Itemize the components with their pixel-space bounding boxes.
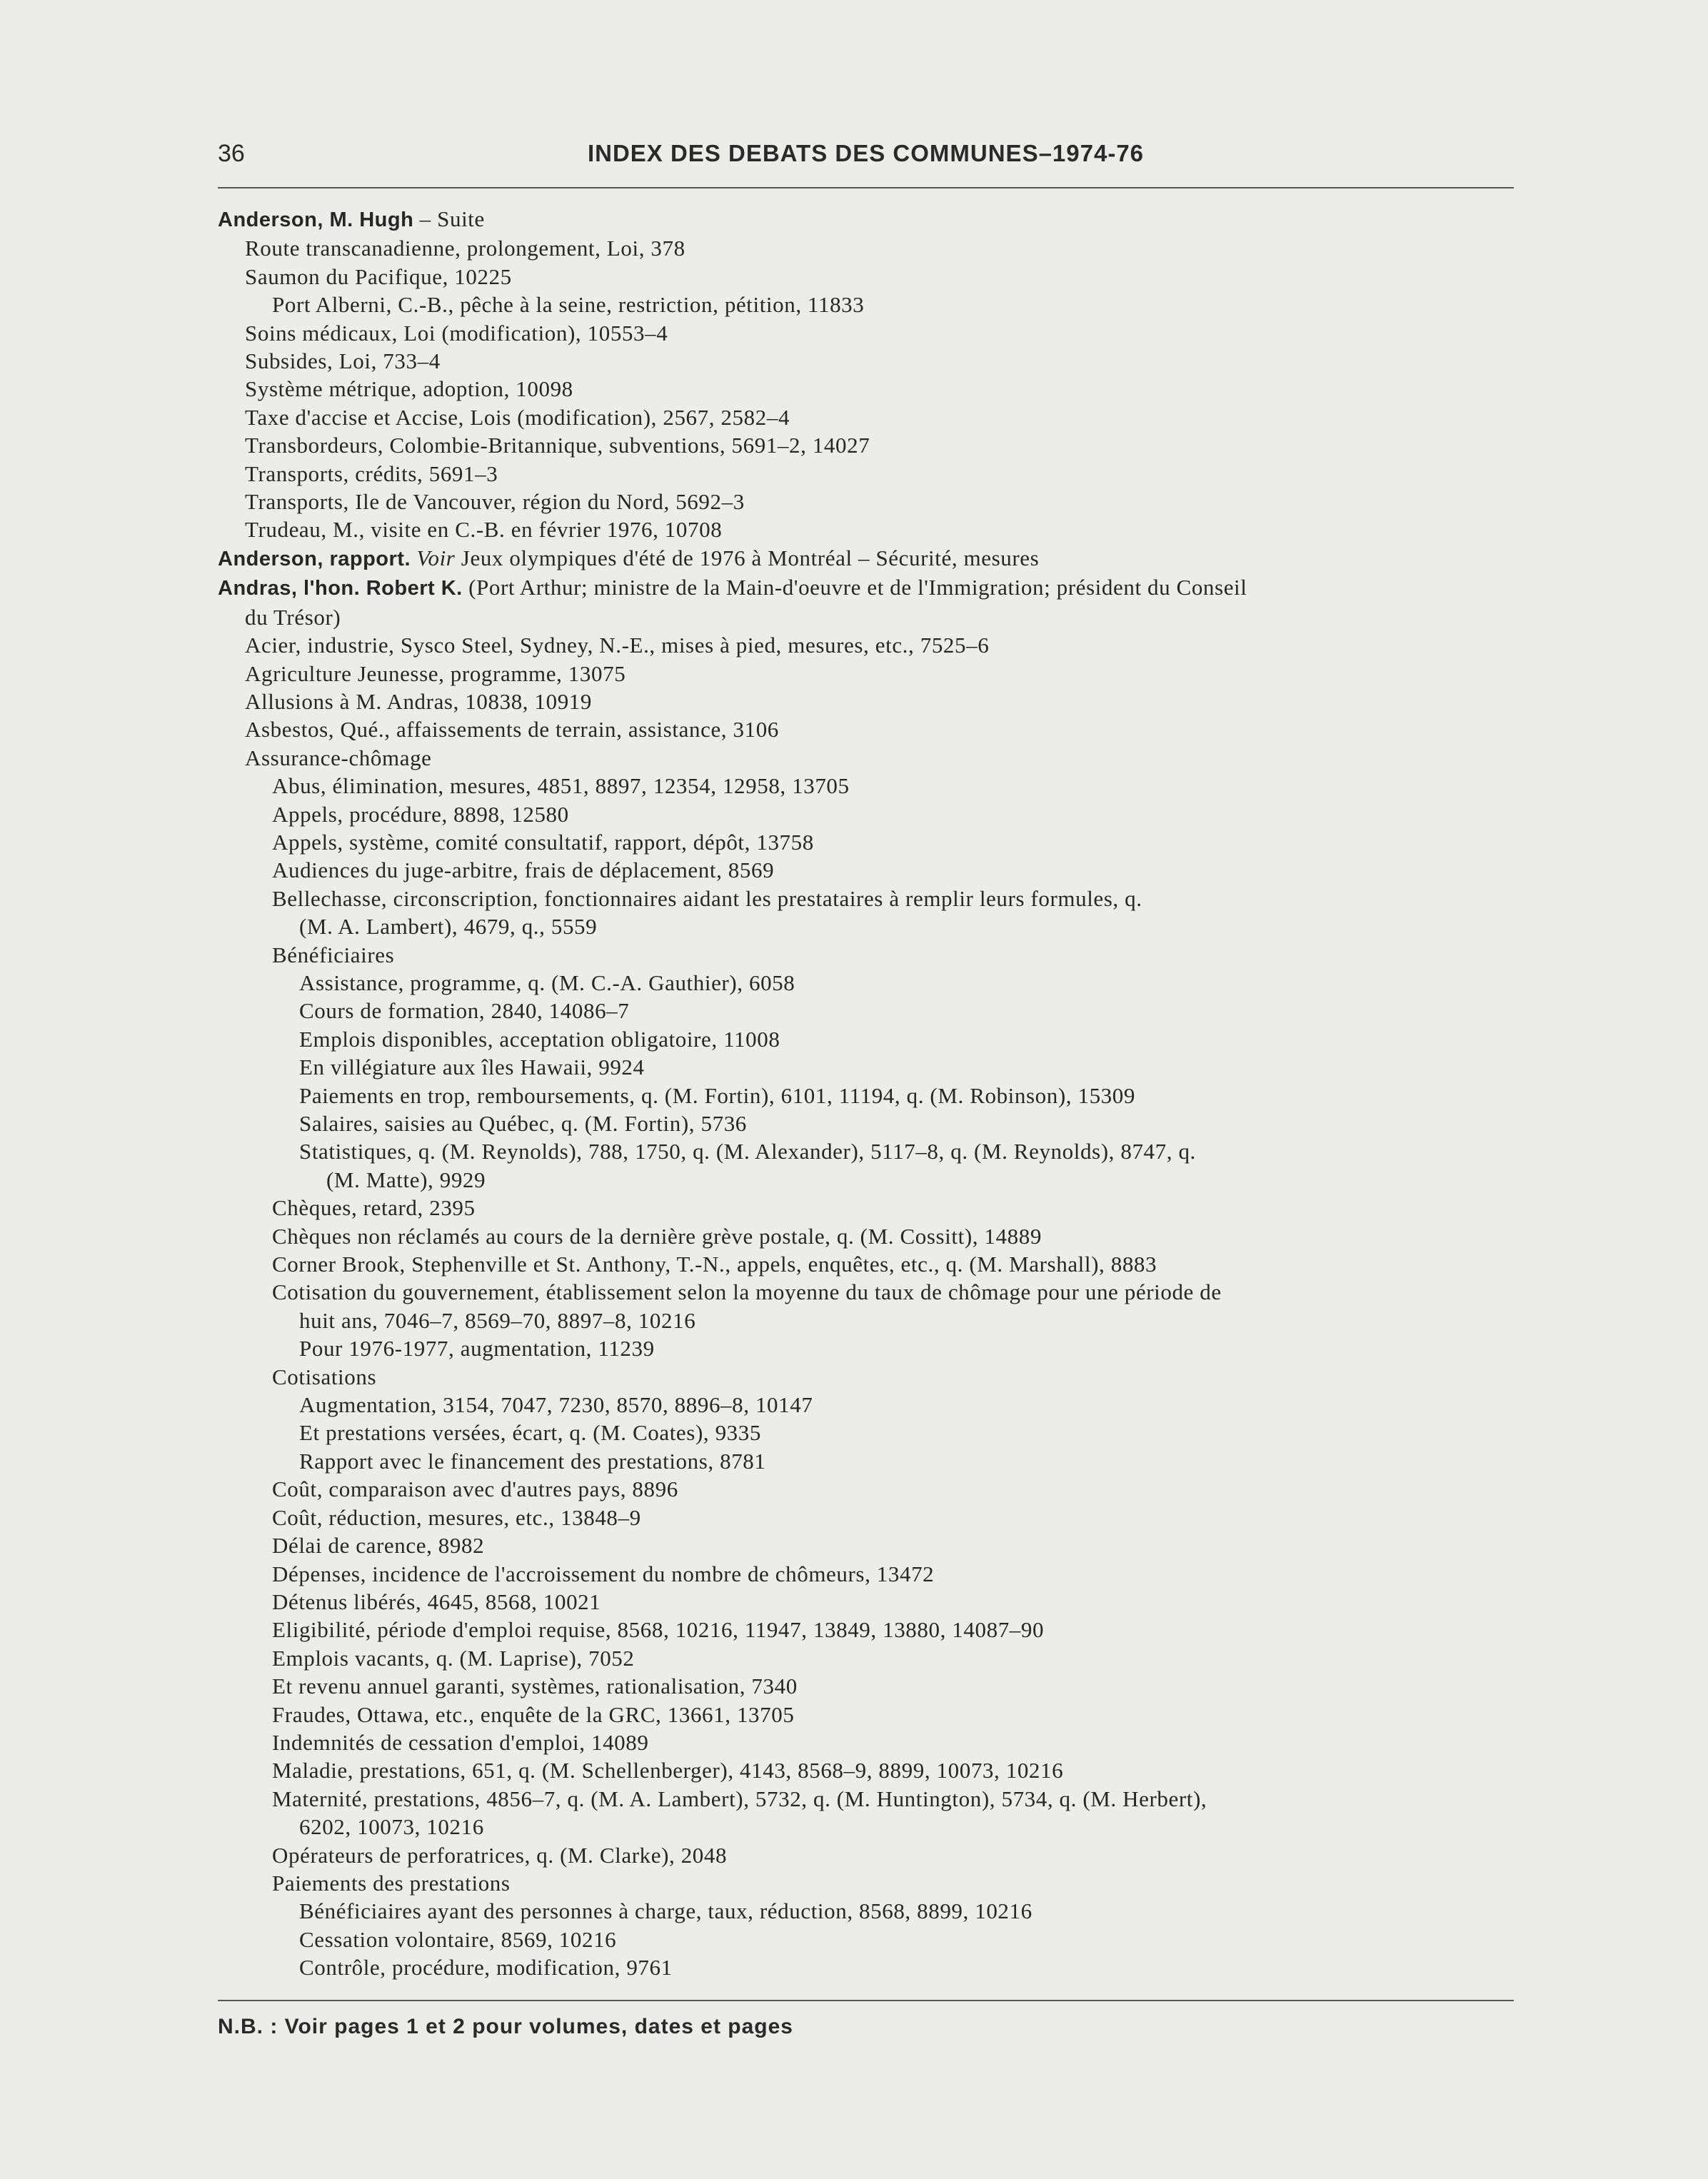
entry-text: Statistiques, q. (M. Reynolds), 788, 1750, q. (M. Alexander), 5117–8, q. (M. Reynolds), 8747, q. — [299, 1139, 1196, 1164]
entry-text: Assurance-chômage — [245, 745, 432, 770]
entry-text: Corner Brook, Stephenville et St. Anthony, T.-N., appels, enquêtes, etc., q. (M. Marshall), 8883 — [272, 1252, 1157, 1277]
index-entry — [218, 912, 1514, 940]
index-entry — [218, 488, 1514, 515]
entry-heading: Andras, l'hon. Robert K. — [218, 577, 463, 600]
entry-text: Appels, procédure, 8898, 12580 — [272, 801, 569, 827]
entry-text: Cours de formation, 2840, 14086–7 — [299, 998, 630, 1024]
entry-text: Et revenu annuel garanti, systèmes, rationalisation, 7340 — [272, 1674, 798, 1699]
index-entry — [218, 1222, 1514, 1250]
entry-text: Système métrique, adoption, 10098 — [245, 376, 573, 402]
index-entry — [218, 800, 1514, 828]
index-entry — [218, 1841, 1514, 1869]
index-entry — [218, 573, 1514, 603]
entry-text: Transbordeurs, Colombie-Britannique, subventions, 5691–2, 14027 — [245, 433, 870, 458]
index-entry — [218, 1166, 1514, 1194]
index-entry — [218, 1785, 1514, 1813]
entry-text: En villégiature aux îles Hawaii, 9924 — [299, 1055, 645, 1080]
index-entry — [218, 1419, 1514, 1446]
index-entry — [218, 375, 1514, 403]
index-entry — [218, 1109, 1514, 1137]
entry-text: – Suite — [413, 206, 485, 231]
entry-text: (M. Matte), 9929 — [326, 1167, 486, 1192]
entry-text: Détenus libérés, 4645, 8568, 10021 — [272, 1589, 601, 1614]
index-entry — [218, 1194, 1514, 1222]
index-entry — [218, 1137, 1514, 1165]
index-entry — [218, 941, 1514, 969]
index-entry — [218, 1756, 1514, 1784]
entry-text: Pour 1976-1977, augmentation, 11239 — [299, 1336, 655, 1362]
index-entry — [218, 1926, 1514, 1953]
index-entry — [218, 1278, 1514, 1306]
entry-heading: Anderson, M. Hugh — [218, 208, 414, 231]
index-entry — [218, 1391, 1514, 1419]
entry-text: Maternité, prestations, 4856–7, q. (M. A. Lambert), 5732, q. (M. Huntington), 5734, q. (M. Herbert), — [272, 1786, 1207, 1811]
index-entry — [218, 1616, 1514, 1644]
entry-text: Bellechasse, circonscription, fonctionnaires aidant les prestataires à remplir leurs formules, q. — [272, 885, 1142, 911]
entry-text: Fraudes, Ottawa, etc., enquête de la GRC, 13661, 13705 — [272, 1701, 795, 1727]
entry-text: Acier, industrie, Sysco Steel, Sydney, N.-E., mises à pied, mesures, etc., 7525–6 — [245, 633, 990, 658]
index-entry — [218, 1307, 1514, 1334]
index-entry — [218, 1813, 1514, 1841]
index-entry — [218, 1531, 1514, 1559]
cross-reference: Voir — [411, 545, 456, 570]
index-entry — [218, 1250, 1514, 1278]
entry-text: Saumon du Pacifique, 10225 — [245, 263, 512, 289]
entry-text: (M. A. Lambert), 4679, q., 5559 — [299, 914, 598, 940]
entry-text: Rapport avec le financement des prestations, 8781 — [299, 1448, 766, 1474]
index-entry — [218, 1363, 1514, 1391]
index-entry — [218, 1728, 1514, 1756]
entry-text: Et prestations versées, écart, q. (M. Coates), 9335 — [299, 1420, 761, 1446]
entry-text: Cessation volontaire, 8569, 10216 — [299, 1926, 617, 1952]
index-entry — [218, 319, 1514, 347]
index-entry — [218, 1869, 1514, 1897]
entry-text: Emplois vacants, q. (M. Laprise), 7052 — [272, 1645, 635, 1671]
entry-text: Jeux olympiques d'été de 1976 à Montréal – Sécurité, mesures — [455, 545, 1040, 570]
index-entry — [218, 291, 1514, 318]
entry-text: Indemnités de cessation d'emploi, 14089 — [272, 1729, 649, 1755]
entry-text: Emplois disponibles, acceptation obligatoire, 11008 — [299, 1026, 780, 1052]
index-entry — [218, 1504, 1514, 1531]
index-entry — [218, 544, 1514, 573]
index-entry — [218, 234, 1514, 262]
entry-heading: Anderson, rapport. — [218, 547, 411, 570]
index-entry — [218, 828, 1514, 856]
index-entry — [218, 1560, 1514, 1588]
entry-text: Chèques, retard, 2395 — [272, 1195, 476, 1221]
index-entry — [218, 1701, 1514, 1728]
entry-text: Contrôle, procédure, modification, 9761 — [299, 1955, 673, 1981]
entry-text: Bénéficiaires — [272, 942, 395, 967]
entry-text: Cotisation du gouvernement, établissement selon la moyenne du taux de chômage pour une période de — [272, 1279, 1222, 1305]
index-entry — [218, 1672, 1514, 1700]
index-entry — [218, 660, 1514, 688]
entry-text: Appels, système, comité consultatif, rapport, dépôt, 13758 — [272, 829, 814, 855]
index-entry — [218, 715, 1514, 743]
entry-text: Port Alberni, C.-B., pêche à la seine, restriction, pétition, 11833 — [272, 292, 865, 318]
index-entry — [218, 1953, 1514, 1981]
index-entry — [218, 1334, 1514, 1362]
entry-text: Délai de carence, 8982 — [272, 1533, 485, 1559]
entry-text: Maladie, prestations, 651, q. (M. Schellenberger), 4143, 8568–9, 8899, 10073, 10216 — [272, 1758, 1064, 1783]
index-entry — [218, 997, 1514, 1025]
index-entry — [218, 744, 1514, 772]
entry-text: Dépenses, incidence de l'accroissement du nombre de chômeurs, 13472 — [272, 1561, 935, 1586]
entry-text: 6202, 10073, 10216 — [299, 1814, 484, 1840]
index-entry — [218, 1447, 1514, 1475]
index-entry — [218, 603, 1514, 631]
index-entries — [218, 205, 1514, 1982]
entry-text: Allusions à M. Andras, 10838, 10919 — [245, 688, 592, 714]
footer-note: N.B. : Voir pages 1 et 2 pour volumes, dates et pages — [218, 2015, 793, 2038]
index-entry — [218, 1897, 1514, 1925]
index-entry — [218, 688, 1514, 715]
entry-text: Cotisations — [272, 1364, 377, 1389]
entry-text: huit ans, 7046–7, 8569–70, 8897–8, 10216 — [299, 1307, 696, 1333]
entry-text: Subsides, Loi, 733–4 — [245, 348, 441, 374]
entry-text: Transports, crédits, 5691–3 — [245, 461, 498, 486]
entry-text: Asbestos, Qué., affaissements de terrain, assistance, 3106 — [245, 717, 779, 743]
index-entry — [218, 1025, 1514, 1053]
index-entry — [218, 205, 1514, 234]
index-entry — [218, 969, 1514, 997]
page-title: INDEX DES DEBATS DES COMMUNES–1974-76 — [587, 140, 1145, 166]
index-entry — [218, 515, 1514, 543]
index-entry — [218, 1588, 1514, 1616]
entry-text: Taxe d'accise et Accise, Lois (modification), 2567, 2582–4 — [245, 404, 790, 430]
entry-text: Chèques non réclamés au cours de la dernière grève postale, q. (M. Cossitt), 14889 — [272, 1223, 1042, 1249]
index-entry — [218, 1082, 1514, 1109]
index-entry — [218, 1475, 1514, 1503]
entry-text: Route transcanadienne, prolongement, Loi, 378 — [245, 236, 685, 261]
entry-text: Salaires, saisies au Québec, q. (M. Fortin), 5736 — [299, 1111, 747, 1136]
index-entry — [218, 631, 1514, 659]
entry-text: Opérateurs de perforatrices, q. (M. Clarke), 2048 — [272, 1842, 728, 1868]
entry-text: Bénéficiaires ayant des personnes à charge, taux, réduction, 8568, 8899, 10216 — [299, 1898, 1033, 1924]
index-entry — [218, 1053, 1514, 1081]
entry-text: Coût, réduction, mesures, etc., 13848–9 — [272, 1504, 641, 1530]
index-entry — [218, 856, 1514, 884]
entry-text: Augmentation, 3154, 7047, 7230, 8570, 8896–8, 10147 — [299, 1392, 813, 1418]
index-entry — [218, 431, 1514, 459]
footer-rule — [218, 2000, 1514, 2001]
entry-text: Agriculture Jeunesse, programme, 13075 — [245, 660, 626, 686]
header-rule — [218, 187, 1514, 188]
entry-text: Abus, élimination, mesures, 4851, 8897, 12354, 12958, 13705 — [272, 773, 850, 799]
index-entry — [218, 885, 1514, 912]
entry-text: Eligibilité, période d'emploi requise, 8568, 10216, 11947, 13849, 13880, 14087–90 — [272, 1617, 1045, 1643]
entry-text: Transports, Ile de Vancouver, région du Nord, 5692–3 — [245, 489, 745, 515]
entry-text: Coût, comparaison avec d'autres pays, 8896 — [272, 1476, 678, 1502]
index-entry — [218, 347, 1514, 375]
entry-text: Soins médicaux, Loi (modification), 10553–4 — [245, 320, 668, 346]
index-entry — [218, 263, 1514, 291]
index-entry — [218, 1644, 1514, 1672]
entry-text: Paiements des prestations — [272, 1870, 511, 1896]
entry-text: (Port Arthur; ministre de la Main-d'oeuvre et de l'Immigration; président du Conseil — [462, 575, 1247, 600]
entry-text: Trudeau, M., visite en C.-B. en février 1976, 10708 — [245, 517, 723, 543]
index-entry — [218, 772, 1514, 800]
entry-text: Assistance, programme, q. (M. C.-A. Gauthier), 6058 — [299, 970, 795, 995]
page-number: 36 — [218, 140, 245, 167]
index-entry — [218, 403, 1514, 431]
index-entry — [218, 460, 1514, 488]
entry-text: Paiements en trop, remboursements, q. (M. Fortin), 6101, 11194, q. (M. Robinson), 15309 — [299, 1082, 1135, 1108]
entry-text: du Trésor) — [245, 604, 341, 630]
page-header — [218, 140, 1514, 183]
entry-text: Audiences du juge-arbitre, frais de déplacement, 8569 — [272, 857, 775, 883]
